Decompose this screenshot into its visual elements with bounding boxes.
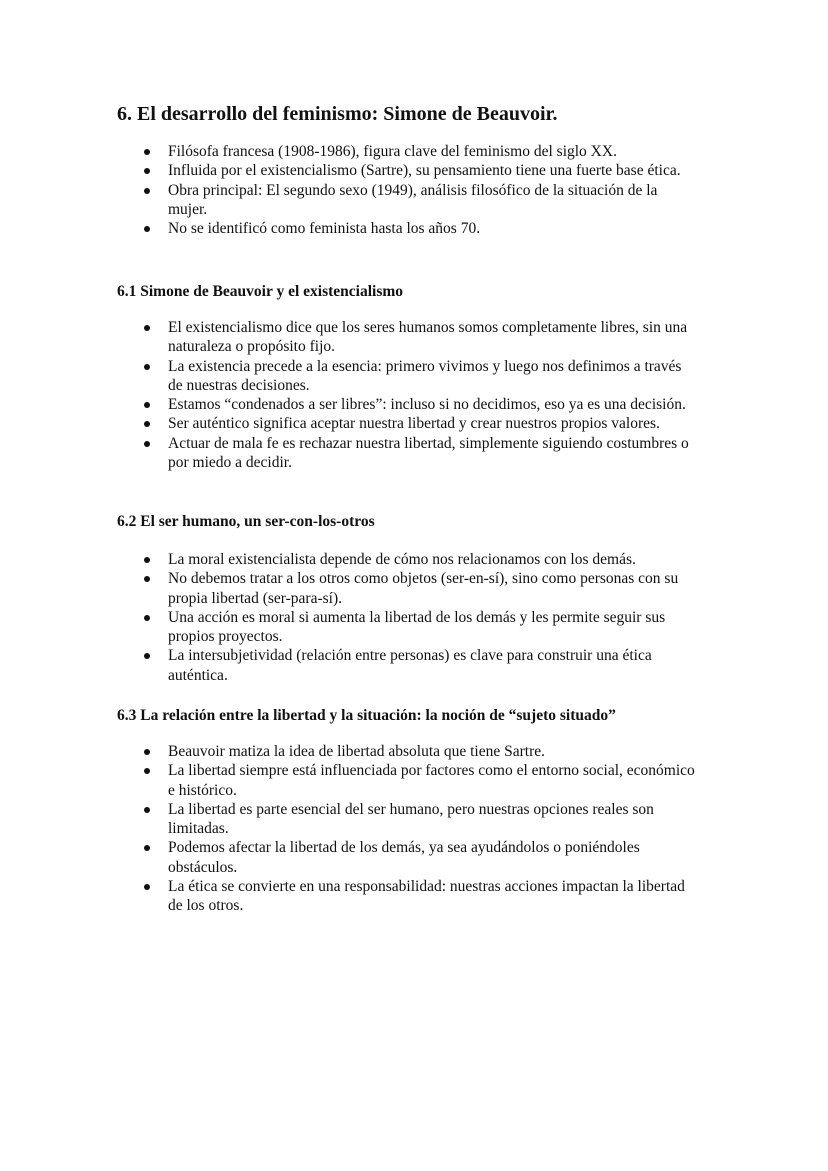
list-item-text: La moral existencialista depende de cómo nos relacionamos con los demás.: [168, 551, 636, 568]
list-item: [139, 608, 714, 647]
section-heading: 6.2 El ser humano, un ser-con-los-otros: [117, 513, 375, 530]
list-item: [139, 357, 689, 396]
bullet-icon: [144, 615, 150, 621]
list-item-text: No se identificó como feminista hasta los años 70.: [168, 220, 481, 238]
list-item-text: La intersubjetividad (relación entre personas) es clave para construir una ética auténtica.: [168, 647, 652, 684]
list-item-text: El existencialismo dice que los seres humanos somos completamente libres, sin una naturaleza o propósito fijo.: [168, 319, 688, 356]
list-item-text: Filósofa francesa (1908-1986), figura clave del feminismo del siglo XX.: [168, 143, 617, 160]
list-item: [139, 434, 689, 473]
section-list: [139, 742, 699, 916]
list-item: [139, 877, 699, 916]
list-item-text: Influida por el existencialismo (Sartre), su pensamiento tiene una fuerte base ética.: [168, 162, 681, 180]
list-item-text: La libertad es parte esencial del ser humano, pero nuestras opciones reales son limitadas.: [168, 800, 654, 838]
bullet-icon: [144, 884, 150, 890]
list-item-text: Podemos afectar la libertad de los demás, ya sea ayudándolos o poniéndoles obstáculos.: [168, 839, 640, 876]
bullet-icon: [144, 325, 150, 331]
bullet-icon: [144, 653, 150, 659]
list-item: [139, 219, 699, 238]
list-item-text: Beauvoir matiza la idea de libertad absoluta que tiene Sartre.: [168, 743, 546, 760]
bullet-icon: [144, 168, 150, 174]
list-item: [139, 550, 714, 569]
bullet-icon: [144, 149, 150, 155]
bullet-icon: [144, 807, 150, 813]
bullet-icon: [144, 364, 150, 370]
list-item-text: La existencia precede a la esencia: primero vivimos y luego nos definimos a través de nuestras decisiones.: [168, 357, 682, 394]
list-item-text: La libertad siempre está influenciada por factores como el entorno social, económico e histórico.: [168, 762, 695, 799]
list-item: [139, 181, 699, 220]
list-item-text: Obra principal: El segundo sexo (1949), análisis filosófico de la situación de la mujer.: [168, 181, 658, 218]
section-list: [139, 318, 689, 472]
list-item: [139, 318, 689, 357]
bullet-icon: [144, 845, 150, 851]
list-item-text: Estamos “condenados a ser libres”: incluso si no decidimos, eso ya es una decisión.: [168, 396, 686, 414]
bullet-icon: [144, 768, 150, 774]
intro-list: [139, 142, 699, 238]
list-item: [139, 742, 699, 761]
list-item: [139, 395, 689, 414]
list-item: [139, 142, 699, 161]
list-item-text: La ética se convierte en una responsabilidad: nuestras acciones impactan la libertad de los otros.: [168, 878, 685, 915]
list-item: [139, 838, 699, 877]
bullet-icon: [144, 557, 150, 563]
section-heading: 6.3 La relación entre la libertad y la situación: la noción de “sujeto situado”: [117, 707, 616, 724]
bullet-icon: [144, 441, 150, 447]
bullet-icon: [144, 421, 150, 427]
list-item-text: Ser auténtico significa aceptar nuestra libertad y crear nuestros propios valores.: [168, 415, 660, 433]
section-heading: 6.1 Simone de Beauvoir y el existencialismo: [117, 283, 404, 300]
bullet-icon: [144, 226, 150, 232]
bullet-icon: [144, 188, 150, 194]
section-list: [139, 550, 714, 685]
list-item-text: Actuar de mala fe es rechazar nuestra libertad, simplemente siguiendo costumbres o por miedo a decidir.: [168, 434, 689, 472]
bullet-icon: [144, 576, 150, 582]
list-item: [139, 646, 714, 685]
list-item: [139, 569, 714, 608]
list-item: [139, 800, 699, 839]
list-item-text: Una acción es moral si aumenta la libertad de los demás y les permite seguir sus propios proyectos.: [168, 608, 666, 646]
list-item-text: No debemos tratar a los otros como objetos (ser-en-sí), sino como personas con su propia libertad (ser-para-sí).: [168, 570, 679, 607]
bullet-icon: [144, 402, 150, 408]
list-item: [139, 761, 699, 800]
list-item: [139, 414, 689, 433]
list-item: [139, 161, 699, 180]
bullet-icon: [144, 749, 150, 755]
document-title: 6. El desarrollo del feminismo: Simone de Beauvoir.: [117, 103, 558, 125]
